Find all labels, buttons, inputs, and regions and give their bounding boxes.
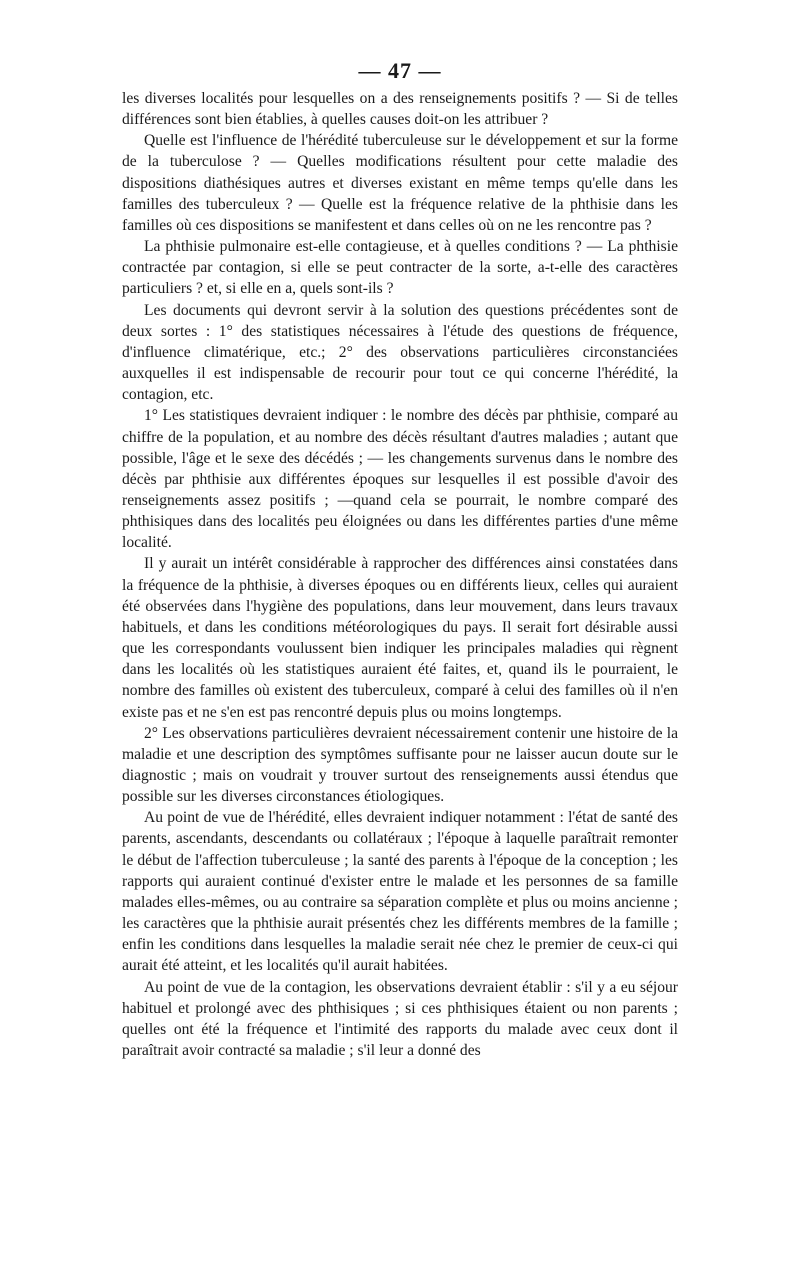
paragraph-continuation: les diverses localités pour lesquelles on a des renseignements positifs ? — Si de telles différences sont bien établies, à quelles causes doit-on les attribuer ?: [122, 90, 678, 129]
body-text: [122, 88, 678, 1061]
paragraph-observations: 2° Les observations particulières devraient nécessairement contenir une histoire de la maladie et une description des symptômes suffisante pour ne laisser aucun doute sur le diagnostic ; mais on voudrait y trouver surtout des renseignements aussi étendus que possible sur les diverses circonstances étiologiques.: [122, 724, 678, 806]
page-number: — 47 —: [358, 58, 442, 83]
paragraph-contagion-view: Au point de vue de la contagion, les observations devraient établir : s'il y a eu séjour habituel et prolongé avec des phthisiques ; si ces phthisiques étaient ou non parents ; quelles ont été la fréquence et l'intimité des rapports du malade avec ceux dont il paraîtrait avoir contracté sa maladie ; s'il leur a donné des: [122, 978, 678, 1060]
paragraph-statistics: 1° Les statistiques devraient indiquer : le nombre des décès par phthisie, comparé au chiffre de la population, et au nombre des décès résultant d'autres maladies ; autant que possible, l'âge et le sexe des décédés ; — les changements survenus dans le nombre des décès par phthisie aux différentes époques sur lesquelles il est possible d'avoir des renseignements assez positifs ; —quand cela se pourrait, le nombre comparé des phthisiques dans des localités peu éloignées ou dans les différentes parties d'une même localité.: [122, 407, 678, 552]
paragraph-heredity-question: Quelle est l'influence de l'hérédité tuberculeuse sur le développement et sur la forme de la tuberculose ? — Quelles modifications résultent pour cette maladie des dispositions diathésiques autres et diverses existant en même temps qu'elle dans les familles des tuberculeux ? — Quelle est la fréquence relative de la phthisie dans les familles où ces dispositions se manifestent et dans celles où on ne les rencontre pas ?: [122, 132, 678, 234]
paragraph-contagion-question: La phthisie pulmonaire est-elle contagieuse, et à quelles conditions ? — La phthisie contractée par contagion, si elle se peut contracter de la sorte, a-t-elle des caractères particuliers ? et, si elle en a, quels sont-ils ?: [122, 238, 678, 298]
paragraph-heredity-view: Au point de vue de l'hérédité, elles devraient indiquer notamment : l'état de santé des parents, ascendants, descendants ou collatéraux ; l'époque à laquelle paraîtrait remonter le début de l'affection tuberculeuse ; la santé des parents à l'époque de la conception ; les rapports qui auraient continué d'exister entre le malade et les personnes de sa famille malades elles-mêmes, ou au contraire sa séparation complète et plus ou moins ancienne ; les caractères que la phthisie aurait présentés chez les différents membres de la famille ; enfin les conditions dans lesquelles la maladie serait née chez le premier de ceux-ci qui aurait été atteint, et les localités qu'il aurait habitées.: [122, 809, 678, 975]
paragraph-interest: Il y aurait un intérêt considérable à rapprocher des différences ainsi constatées dans la fréquence de la phthisie, à diverses époques ou en différents lieux, celles qui auraient été observées dans l'hygiène des populations, dans leur mouvement, dans leurs travaux habituels, et dans les conditions météorologiques du pays. Il serait fort désirable aussi que les correspondants voulussent bien indiquer les principales maladies qui règnent dans les localités où les statistiques auraient été faites, et, quand ils le pourraient, le nombre des familles où existent des tuberculeux, comparé à celui des familles où il n'en existe pas et ne s'en est pas rencontré depuis plus ou moins longtemps.: [122, 555, 678, 721]
paragraph-documents: Les documents qui devront servir à la solution des questions précédentes sont de deux sortes : 1° des statistiques nécessaires à l'étude des questions de fréquence, d'influence climatérique, etc.; 2° des observations particulières circonstanciées auxquelles il est indispensable de recourir pour tout ce qui concerne l'hérédité, la contagion, etc.: [122, 301, 678, 404]
